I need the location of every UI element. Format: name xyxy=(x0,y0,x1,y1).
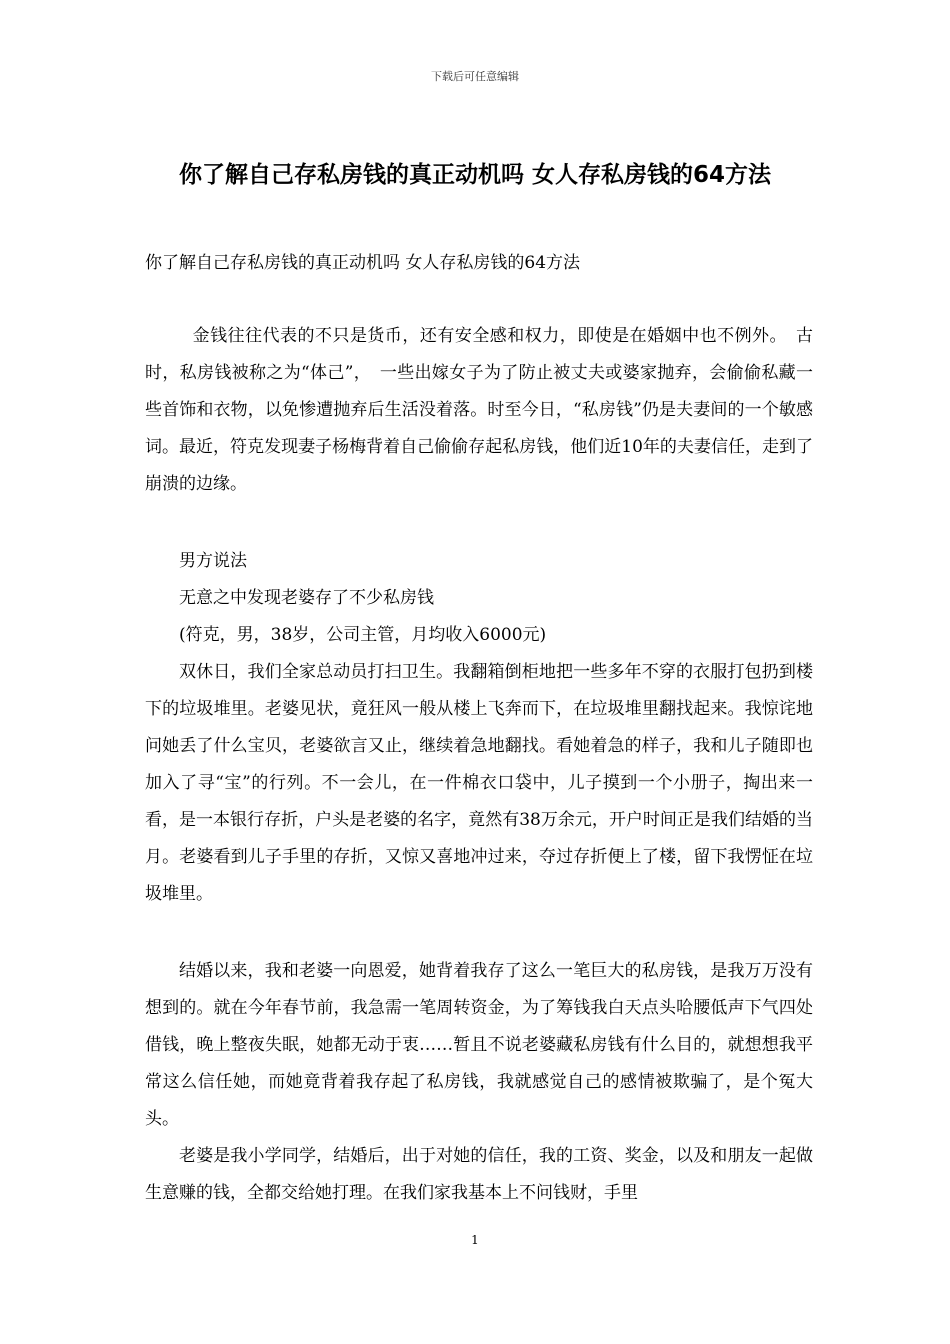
section-subheading: 无意之中发现老婆存了不少私房钱 xyxy=(179,588,434,608)
subtitle: 你了解自己存私房钱的真正动机吗 女人存私房钱的64方法 xyxy=(145,253,581,273)
page-title: 你了解自己存私房钱的真正动机吗 女人存私房钱的64方法 xyxy=(178,162,771,188)
body-block-continued xyxy=(145,953,813,1212)
page-number: 1 xyxy=(471,1233,479,1247)
section-heading: 男方说法 xyxy=(179,551,247,571)
paragraph-marriage: 结婚以来，我和老婆一向恩爱，她背着我存了这么一笔巨大的私房钱，是我万万没有想到的。就在今年春节前，我急需一笔周转资金，为了筹钱我白天点头哈腰低声下气四处借钱，晚上整夜失眠，她都无动于衷……暂且不说老婆藏私房钱有什么目的，就想想我平常这么信任她，而她竟背着我存起了私房钱，我就感觉自己的感情被欺骗了，是个冤大头。 xyxy=(145,961,813,1129)
paragraph-intro: 金钱往往代表的不只是货币，还有安全感和权力，即使是在婚姻中也不例外。 古时，私房钱被称之为“体己”， 一些出嫁女子为了防止被丈夫或婆家抛弃，会偷偷私藏一些首饰和衣物，以免惨遭抛弃后生活没着落。时至今日，“私房钱”仍是夫妻间的一个敏感词。最近，符克发现妻子杨梅背着自己偷偷存起私房钱，他们近10年的夫妻信任，走到了崩溃的边缘。 xyxy=(145,326,813,494)
body-block-husband xyxy=(145,543,813,913)
paragraph-story: 双休日，我们全家总动员打扫卫生。我翻箱倒柜地把一些多年不穿的衣服打包扔到楼下的垃圾堆里。老婆见状，竟狂风一般从楼上飞奔而下，在垃圾堆里翻找起来。我惊诧地问她丢了什么宝贝，老婆欲言又止，继续着急地翻找。看她着急的样子，我和儿子随即也加入了寻“宝”的行列。不一会儿，在一件棉衣口袋中，儿子摸到一个小册子，掏出来一看，是一本银行存折，户头是老婆的名字，竟然有38万余元，开户时间正是我们结婚的当月。老婆看到儿子手里的存折，又惊又喜地冲过来，夺过存折便上了楼，留下我愣怔在垃圾堆里。 xyxy=(145,662,813,904)
paragraph-wife: 老婆是我小学同学，结婚后，出于对她的信任，我的工资、奖金，以及和朋友一起做生意赚的钱，全都交给她打理。在我们家我基本上不问钱财，手里 xyxy=(145,1146,813,1203)
body-block-intro xyxy=(145,318,813,503)
speaker-info: (符克，男，38岁，公司主管，月均收入6000元) xyxy=(179,625,547,645)
header-note: 下载后可任意编辑 xyxy=(431,70,519,83)
